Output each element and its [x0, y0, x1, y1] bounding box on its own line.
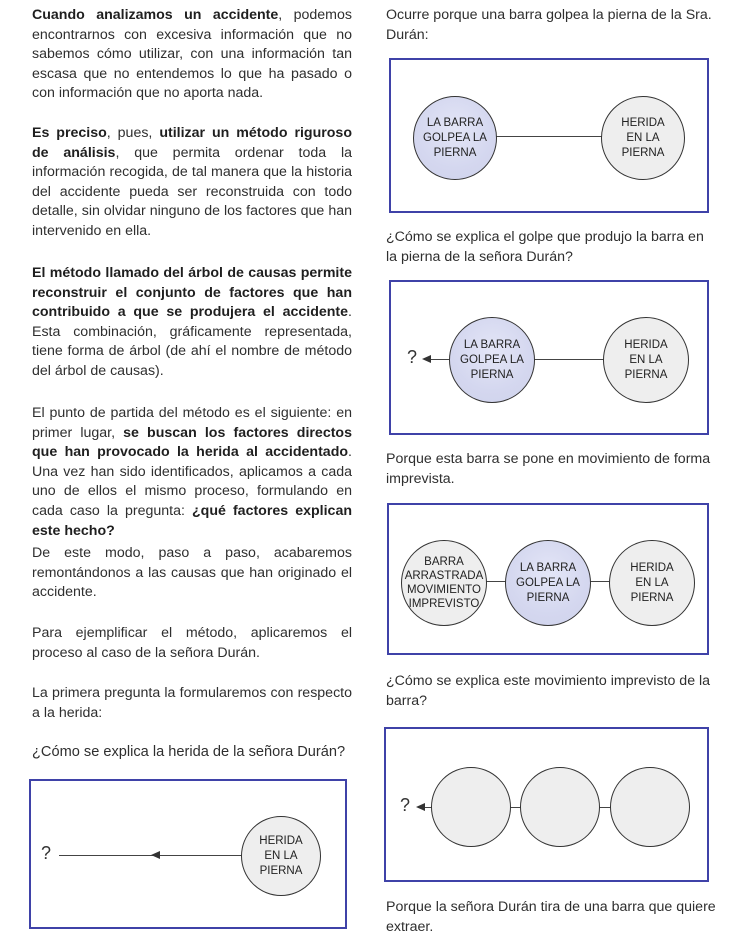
node-barra-golpea: LA BARRA GOLPEA LA PIERNA	[413, 96, 497, 180]
paragraph-example: Para ejemplificar el método, aplicaremos el proceso al caso de la señora Durán.	[32, 625, 352, 661]
method-bold-1: Es preciso	[32, 125, 107, 141]
connector-line	[531, 359, 611, 360]
paragraph-step: De este modo, paso a paso, acabaremos remontándonos a las causas que han originado el accidente.	[32, 545, 352, 601]
tree-bold: El método llamado del árbol de causas permite reconstruir el conjunto de factores que han contribuido a que se produjera el accidente	[32, 265, 352, 321]
text-question-golpe: ¿Cómo se explica el golpe que produjo la barra en la pierna de la señora Durán?	[386, 229, 704, 265]
method-text-2: , que permita ordenar toda la información recogida, de tal manera que la historia del accidente pueda ser reconstruida con todo detalle, sin olvidar ninguno de los factores que han intervenido en ella.	[32, 144, 352, 239]
node-barra-golpea: LA BARRA GOLPEA LA PIERNA	[505, 540, 591, 626]
node-herida: HERIDA EN LA PIERNA	[603, 317, 689, 403]
diagram-3	[389, 280, 709, 435]
start-bold-1: se buscan los factores directos que han provocado la herida al accidentado	[32, 424, 352, 461]
diagram-4	[387, 503, 709, 655]
connector-line	[589, 581, 611, 582]
method-bold-2: utilizar un método riguroso de análisis	[32, 125, 352, 161]
node-herida: HERIDA EN LA PIERNA	[601, 96, 685, 180]
start-text-2: . Una vez han sido identificados, aplicamos a cada uno de ellos el mismo proceso, formulando en cada caso la pregunta:	[32, 444, 352, 519]
paragraph-tree	[32, 264, 352, 382]
question-mark: ?	[407, 347, 418, 367]
arrow-left-icon	[416, 803, 425, 811]
text-question-movimiento: ¿Cómo se explica este movimiento imprevisto de la barra?	[386, 673, 711, 709]
tree-text: . Esta combinación, gráficamente representada, tiene forma de árbol (de ahí el nombre de método del árbol de causas).	[32, 304, 352, 379]
start-bold-2: ¿qué factores explican este hecho?	[32, 502, 352, 539]
paragraph-method	[32, 124, 352, 242]
start-text-1: El punto de partida del método es el siguiente: en primer lugar,	[32, 405, 352, 441]
node-herida: HERIDA EN LA PIERNA	[609, 540, 695, 626]
text-ocurre: Ocurre porque una barra golpea la pierna de la Sra. Durán:	[386, 7, 712, 43]
arrow-left-icon	[151, 851, 160, 859]
node-herida: HERIDA EN LA PIERNA	[241, 816, 321, 896]
node-empty-2	[520, 767, 600, 847]
node-empty-3	[610, 767, 690, 847]
node-empty-1	[431, 767, 511, 847]
intro-bold: Cuando analizamos un accidente	[32, 7, 279, 23]
diagram-1	[29, 779, 347, 929]
intro-text: , podemos encontrarnos con excesiva información que no sabemos cómo utilizar, con una información tan escasa que no entendemos lo que ha pasado o con información que no aporta nada.	[32, 7, 352, 102]
connector-line	[491, 136, 606, 137]
diagram-2	[389, 58, 709, 213]
paragraph-first-question: La primera pregunta la formularemos con respecto a la herida:	[32, 685, 352, 721]
node-barra-arrastrada: BARRA ARRASTRADA MOVIMIENTO IMPREVISTO	[401, 540, 487, 626]
text-tira: Porque la señora Durán tira de una barra que quiere extraer.	[386, 899, 716, 935]
connector-line	[485, 581, 507, 582]
paragraph-start	[32, 404, 352, 541]
node-barra-golpea: LA BARRA GOLPEA LA PIERNA	[449, 317, 535, 403]
question-mark: ?	[41, 843, 52, 863]
paragraph-question-herida: ¿Cómo se explica la herida de la señora Durán?	[32, 744, 346, 760]
paragraph-intro	[32, 6, 352, 104]
question-mark: ?	[400, 795, 411, 815]
text-movimiento: Porque esta barra se pone en movimiento de forma imprevista.	[386, 451, 711, 487]
diagram-5	[384, 727, 709, 882]
arrow-left-icon	[422, 355, 431, 363]
method-text-1: , pues,	[106, 125, 160, 141]
